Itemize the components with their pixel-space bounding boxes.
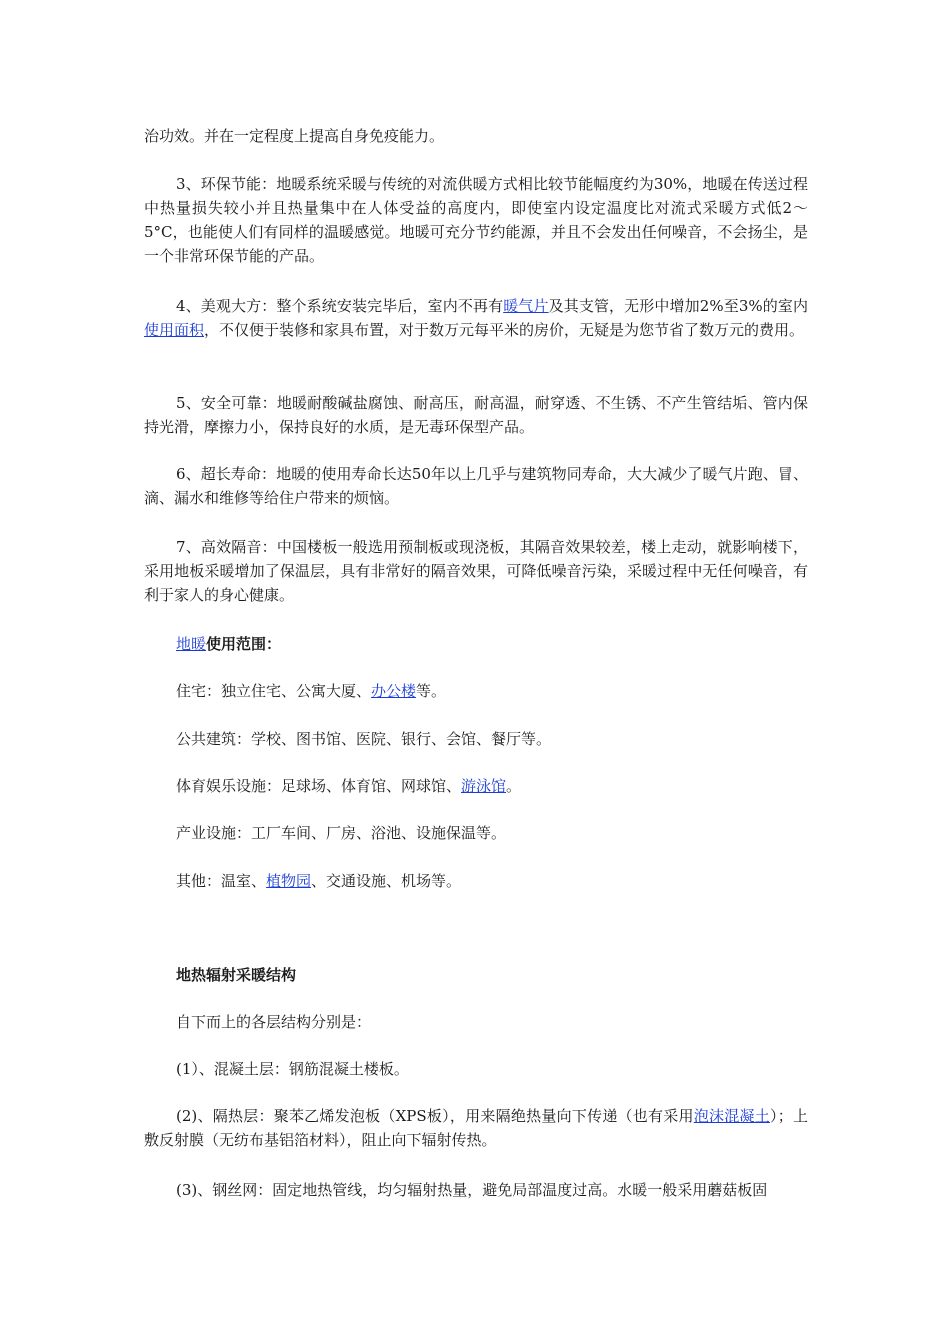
text: 。 bbox=[506, 777, 522, 795]
text: 及其支管，无形中增加2%至3%的室内 bbox=[548, 297, 808, 315]
paragraph-sports-facilities bbox=[144, 774, 808, 798]
paragraph-energy-saving bbox=[144, 172, 808, 268]
text: 、交通设施、机场等。 bbox=[311, 872, 462, 890]
paragraph-concrete-layer bbox=[144, 1057, 808, 1081]
link-floor-heating[interactable]: 地暖 bbox=[176, 635, 207, 653]
paragraph-aesthetics bbox=[144, 294, 808, 342]
text: 产业设施：工厂车间、厂房、浴池、设施保温等。 bbox=[176, 824, 507, 842]
paragraph-public-buildings bbox=[144, 727, 808, 751]
paragraph-structure-intro bbox=[144, 1010, 808, 1034]
text: 公共建筑：学校、图书馆、医院、银行、会馆、餐厅等。 bbox=[176, 730, 552, 748]
text: 地热辐射采暖结构 bbox=[176, 966, 297, 984]
text: 使用范围： bbox=[206, 635, 282, 653]
link-botanical-garden[interactable]: 植物园 bbox=[266, 872, 312, 890]
paragraph-insulation-layer bbox=[144, 1104, 808, 1152]
link-usable-area[interactable]: 使用面积 bbox=[144, 321, 205, 339]
paragraph-soundproof bbox=[144, 535, 808, 607]
paragraph-lifespan bbox=[144, 462, 808, 510]
text: 体育娱乐设施：足球场、体育馆、网球馆、 bbox=[176, 777, 462, 795]
link-swimming-pool[interactable]: 游泳馆 bbox=[461, 777, 507, 795]
text: 其他：温室、 bbox=[176, 872, 267, 890]
paragraph-intro-tail bbox=[144, 124, 808, 148]
text: (1）、混凝土层：钢筋混凝土楼板。 bbox=[176, 1060, 409, 1078]
text: 4、美观大方：整个系统安装完毕后，室内不再有 bbox=[176, 297, 504, 315]
heading-structure bbox=[144, 963, 808, 987]
paragraph-safety bbox=[144, 391, 808, 439]
heading-usage-scope bbox=[144, 632, 808, 656]
text: 住宅：独立住宅、公寓大厦、 bbox=[176, 682, 372, 700]
link-office-building[interactable]: 办公楼 bbox=[371, 682, 417, 700]
text: 5、安全可靠：地暖耐酸碱盐腐蚀、耐高压，耐高温，耐穿透、不生锈、不产生管结垢、管内保持光滑，摩擦力小，保持良好的水质，是无毒环保型产品。 bbox=[144, 394, 808, 436]
paragraph-other bbox=[144, 869, 808, 893]
text: 治功效。并在一定程度上提高自身免疫能力。 bbox=[144, 127, 445, 145]
paragraph-residential bbox=[144, 679, 808, 703]
link-foam-concrete[interactable]: 泡沫混凝土 bbox=[693, 1107, 770, 1125]
text: 等。 bbox=[416, 682, 447, 700]
paragraph-wire-mesh bbox=[144, 1178, 808, 1202]
text: 7、高效隔音：中国楼板一般选用预制板或现浇板，其隔音效果较差，楼上走动，就影响楼下，采用地板采暖增加了保温层，具有非常好的隔音效果，可降低噪音污染，采暖过程中无任何噪音，有利于家人的身心健康。 bbox=[144, 538, 808, 604]
text: ）；上敷反射膜（无纺布基铝箔材料），阻止向下辐射传热。 bbox=[144, 1107, 808, 1149]
text: (2)、隔热层：聚苯乙烯发泡板（XPS板），用来隔绝热量向下传递（也有采用 bbox=[176, 1107, 694, 1125]
paragraph-industrial bbox=[144, 821, 808, 845]
text: 自下而上的各层结构分别是： bbox=[176, 1013, 372, 1031]
text: ，不仅便于装修和家具布置，对于数万元每平米的房价，无疑是为您节省了数万元的费用。 bbox=[204, 321, 805, 339]
link-radiator[interactable]: 暖气片 bbox=[503, 297, 549, 315]
text: (3)、钢丝网：固定地热管线，均匀辐射热量，避免局部温度过高。水暖一般采用蘑菇板固 bbox=[176, 1181, 768, 1199]
text: 3、环保节能：地暖系统采暖与传统的对流供暖方式相比较节能幅度约为30%，地暖在传送过程中热量损失较小并且热量集中在人体受益的高度内，即使室内设定温度比对流式采暖方式低2～5°C，也能使人们有同样的温暖感觉。地暖可充分节约能源，并且不会发出任何噪音，不会扬尘，是一个非常环保节能的产品。 bbox=[144, 175, 808, 265]
text: 6、超长寿命：地暖的使用寿命长达50年以上几乎与建筑物同寿命，大大减少了暖气片跑、冒、滴、漏水和维修等给住户带来的烦恼。 bbox=[144, 465, 808, 507]
